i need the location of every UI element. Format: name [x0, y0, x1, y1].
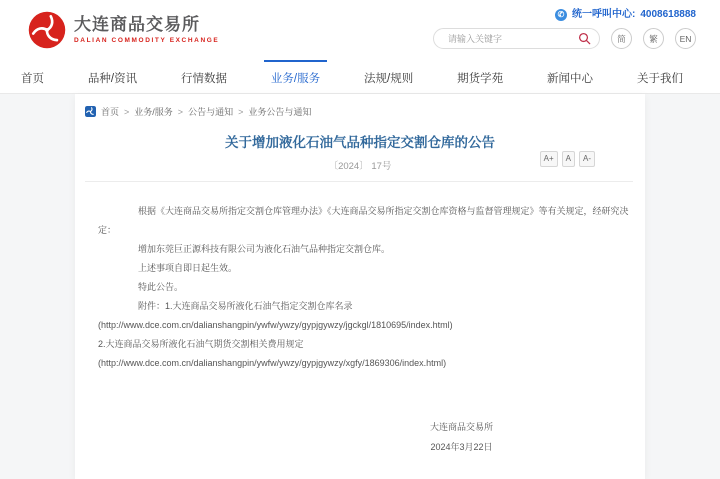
hotline-number: 4008618888	[640, 9, 696, 20]
search-input[interactable]	[433, 28, 600, 49]
nav-item-news[interactable]: 新闻中心	[547, 72, 594, 85]
signature-date: 2024年3月22日	[430, 442, 493, 452]
paragraph-closing: 特此公告。	[138, 282, 184, 292]
logo-title-cn: 大连商品交易所	[74, 15, 200, 34]
breadcrumb-item-business-services[interactable]: 业务/服务	[134, 107, 173, 117]
breadcrumb-separator: >	[124, 106, 130, 117]
breadcrumb-item-notices[interactable]: 公告与通知	[188, 107, 234, 117]
breadcrumb-separator: >	[238, 106, 244, 117]
phone-icon: ✆	[555, 9, 567, 21]
site-logo[interactable]	[28, 0, 219, 60]
attachment-item-2[interactable]: 2.大连商品交易所液化石油气期货交割相关费用规定	[98, 339, 304, 349]
document-number: 〔2024〕 17号	[328, 161, 392, 172]
breadcrumb-home-icon	[85, 106, 96, 117]
main-nav	[0, 60, 720, 94]
font-smaller-button[interactable]: A-	[579, 151, 595, 167]
announcement-body	[75, 182, 645, 479]
hotline	[555, 8, 696, 21]
lang-button-english[interactable]: EN	[675, 28, 696, 49]
dce-swirl-icon	[28, 11, 66, 49]
lang-button-simplified[interactable]: 简	[611, 28, 632, 49]
signature-org: 大连商品交易所	[429, 422, 493, 432]
lang-button-traditional[interactable]: 繁	[643, 28, 664, 49]
breadcrumb-separator: >	[177, 106, 184, 117]
attachment-item-1[interactable]: 附件：1.大连商品交易所液化石油气指定交割仓库名录	[138, 301, 353, 311]
breadcrumb-item-business-notices[interactable]: 业务公告与通知	[248, 107, 312, 117]
nav-item-business-services[interactable]: 业务/服务	[264, 60, 327, 93]
nav-item-academy[interactable]: 期货学苑	[457, 72, 504, 85]
font-larger-button[interactable]: A+	[540, 151, 558, 167]
logo-title-en: DALIAN COMMODITY EXCHANGE	[74, 37, 220, 44]
announcement-card	[75, 94, 645, 479]
breadcrumb	[75, 94, 645, 118]
hotline-label: 统一呼叫中心:	[572, 9, 636, 20]
font-size-controls	[540, 151, 595, 167]
font-normal-button[interactable]: A	[562, 151, 575, 167]
attachment-url-2[interactable]: (http://www.dce.com.cn/dalianshangpin/ywfw/ywzy/gypjgywzy/xgfy/1869306/index.html)	[98, 358, 447, 368]
nav-item-varieties[interactable]: 品种/资讯	[87, 72, 138, 85]
attachment-url-1[interactable]: (http://www.dce.com.cn/dalianshangpin/ywfw/ywzy/gypjgywzy/jgckgl/1810695/index.html)	[98, 320, 453, 330]
nav-item-about[interactable]: 关于我们	[636, 72, 683, 85]
search-icon[interactable]	[578, 32, 591, 45]
paragraph-basis: 根据《大连商品交易所指定交割仓库管理办法》《大连商品交易所指定交割仓库资格与监督管理规定》等有关规定，经研究决定：	[98, 206, 629, 235]
search-box	[433, 28, 600, 49]
paragraph-decision: 增加东莞巨正源科技有限公司为液化石油气品种指定交割仓库。	[138, 244, 391, 254]
nav-item-market-data[interactable]: 行情数据	[181, 72, 228, 85]
page-title: 关于增加液化石油气品种指定交割仓库的公告	[225, 135, 495, 150]
site-header	[0, 0, 720, 60]
breadcrumb-item-home[interactable]: 首页	[101, 107, 120, 117]
nav-item-home[interactable]: 首页	[21, 72, 44, 85]
paragraph-effective: 上述事项自即日起生效。	[138, 263, 238, 273]
signature-block	[430, 417, 493, 479]
nav-item-rules[interactable]: 法规/规则	[364, 72, 414, 85]
